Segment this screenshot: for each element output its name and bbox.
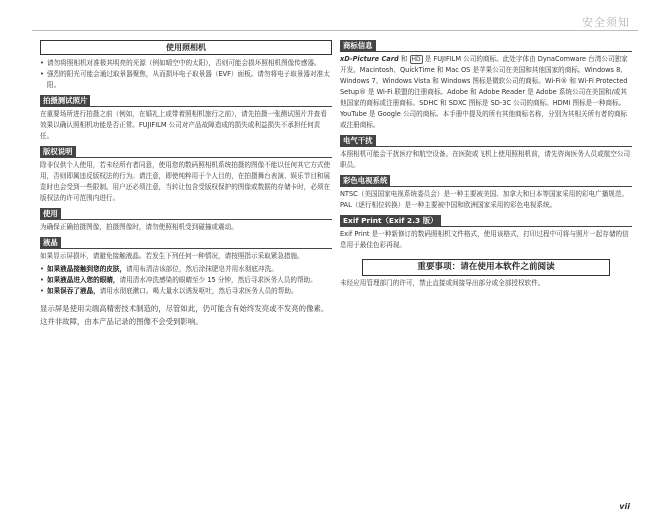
lcd-bullet-swallow: • 如果误吞了液晶，请用水彻底漱口。喝大量水以诱发呕吐，然后寻求医务人员的帮助。 bbox=[40, 286, 332, 297]
sd-logo-icon: HD bbox=[411, 56, 421, 63]
subsection-test-shots-title: 拍摄测试照片 bbox=[40, 95, 332, 107]
section-title-camera: 使用照相机 bbox=[40, 40, 332, 55]
lcd-bullets bbox=[40, 264, 332, 297]
subsection-handling-title: 使用 bbox=[40, 208, 332, 220]
left-column bbox=[40, 40, 332, 330]
software-notice-title: 重要事项：请在使用本软件之前阅读 bbox=[362, 259, 610, 276]
lcd-bullet-eyes: • 如果液晶进入您的眼睛，请用清水冲洗感染的眼睛至少 15 分钟，然后寻求医务人员的帮助。 bbox=[40, 275, 332, 286]
handling-text: 为确保正确拍摄图像，拍摄图像时，请勿使照相机受到碰撞或震动。 bbox=[40, 223, 238, 231]
camera-bullet-2: • 强烈的阳光可能会通过取景器聚焦，从而损坏电子取景器（EVF）面板。请勿将电子取景器对准太阳。 bbox=[40, 69, 332, 91]
subsection-lcd-title: 液晶 bbox=[40, 237, 332, 249]
camera-bullet-1: • 请勿将照相机对准极其明亮的光源（例如晴空中的太阳），否则可能会损坏照相机图像传感器。 bbox=[40, 58, 332, 69]
color-tv-text: NTSC（美国国家电视系统委员会）是一种主要被美国、加拿大和日本等国家采用的彩电广播规范。PAL（逐行相位转换）是一种主要被中国和欧洲国家采用的彩色电视系统。 bbox=[340, 190, 629, 209]
subsection-exif-title: Exif Print（Exif 2.3 版） bbox=[340, 215, 632, 227]
page-heading: 安全须知 bbox=[582, 16, 630, 29]
lcd-intro: 如果显示屏损坏，请避免接触液晶。若发生下列任何一种情况，请按照指示采取紧急措施。 bbox=[40, 252, 304, 260]
lcd-closing: 显示屏是使用尖端高精密技术制造的，尽管如此，仍可能含有始终发亮或不发亮的像素。这并非故障，由本产品记录的图像不会受到影响。 bbox=[40, 304, 329, 326]
subsection-interference-title: 电气干扰 bbox=[340, 135, 632, 147]
test-shots-text: 在重要场所进行拍摄之前（例如，在婚礼上或带着照相机旅行之前），请先拍摄一张测试照片并查看效果以确认照相机功能是否正常。FUJIFILM 公司对产品故障造成的损失或利益损失不承担任何责任。 bbox=[40, 110, 327, 140]
interference-text: 本照相机可能会干扰医疗和航空设备。在医院或飞机上使用照相机前，请先咨询医务人员或航空公司职员。 bbox=[340, 150, 631, 169]
lcd-bullet-skin: • 如果液晶接触到您的皮肤，请用布清洁该部位，然后涂抹肥皂并用水彻底冲洗。 bbox=[40, 264, 332, 275]
page-number: vii bbox=[619, 502, 630, 511]
subsection-trademark-title: 商标信息 bbox=[340, 40, 632, 52]
copyright-text: 除非仅供个人使用，若未经所有者同意，使用您的数码照相机系统拍摄的图像不能以任何其它方式使用，否则即属违反版权法的行为。请注意，即使纯粹用于个人目的，在拍摄舞台表演、娱乐节目和展览时也会受到一些限制。用户还必须注意，当转让包含受版权保护的图像或数据的存储卡时，必须在版权法的许可范围内进行。 bbox=[40, 161, 331, 202]
subsection-color-tv-title: 彩色电视系统 bbox=[340, 175, 632, 187]
exif-text: Exif Print 是一种新修订的数码照相机文件格式，使用该格式，打印过程中可将与照片一起存储的信息用于最佳色彩再现。 bbox=[340, 230, 629, 249]
xd-picture-card-logo: xD-Picture Card bbox=[340, 55, 399, 63]
camera-bullets bbox=[40, 58, 332, 91]
right-column bbox=[340, 40, 632, 291]
trademark-text: xD-Picture Card 和 HD 是 FUJIFILM 公司的商标。此处字体由 DynaComware 台湾公司独家开发。Macintosh、QuickTime 和 Mac OS 是苹果公司在美国和其他国家的商标。Windows 8、Windows 7、Windows Vista 和 Windows 图标是微软公司的商标。Wi-Fi® 和 Wi-Fi Protected Setup® 是 Wi-Fi 联盟的注册商标。Adobe 和 Adobe Reader 是 Adobe 系统公司在美国和/或其他国家的商标或注册商标。SDHC 和 SDXC 图标是 SD-3C 公司的商标。HDMI 图标是一种商标。YouTube 是 Google 公司的商标。本手册中提及的所有其他商标名称，分别为其相关所有者的商标或注册商标。 bbox=[340, 55, 628, 129]
software-notice-text: 未经应用管理部门的许可，禁止直接或间接导出部分或全部授权软件。 bbox=[340, 279, 545, 287]
subsection-copyright-title: 版权说明 bbox=[40, 146, 332, 158]
header-divider bbox=[32, 30, 638, 31]
